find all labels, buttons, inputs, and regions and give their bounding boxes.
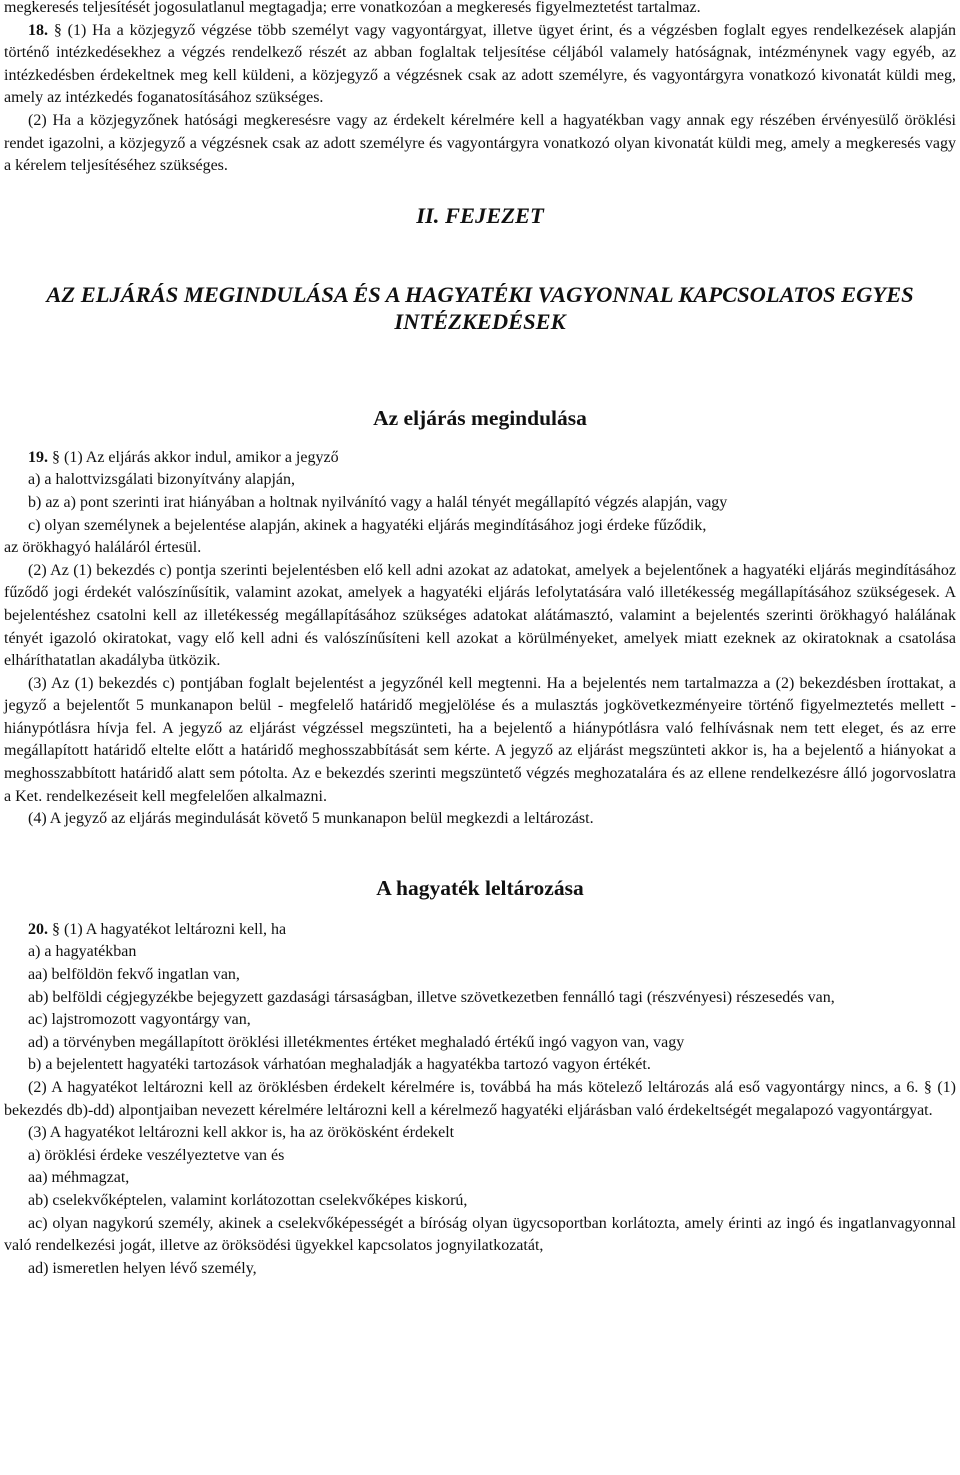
paragraph [4,941,956,964]
paragraph [4,560,956,673]
paragraph-text: § (1) Ha a közjegyző végzése több személyt vagy vagyontárgyat, illetve ügyet érint, és a végzésben foglalt egyes rendelkezések alapján történő intézkedésekhez a végzés rendelkező részét az abban foglaltak teljesítése céljából valamely hatóságnak, intézménynek vagy egyéb, az intézkedésben érdekeltnek meg kell küldeni, a közjegyző a végzésnek csak az adott személyre, és vagyontárgyra vonatkozó kivonatát küldi meg, amely az intézkedés foganatosításához szükséges. [4,21,956,107]
paragraph [4,1213,956,1258]
paragraph-text: (2) A hagyatékot leltározni kell az öröklésben érdekelt kérelmére is, továbbá ha más kötelező leltározás alá eső vagyontárgy nincs, a 6. § (1) bekezdés db)-dd) alpontjaiban nevezett kérelmére leltározni kell a kérelmező hagyatéki eljárásban való érdekeltségét megalapozó vagyontárgyat. [4,1079,956,1119]
document-page [4,0,956,1280]
paragraph [4,1167,956,1190]
paragraph-text: a) a hagyatékban [28,943,137,961]
paragraph [4,919,956,942]
paragraph [4,1054,956,1077]
paragraph-text: ab) belföldi cégjegyzékbe bejegyzett gazdasági társaságban, illetve szövetkezetben fennálló tagi (részvényesi) részesedés van, [28,988,835,1006]
paragraphs-bottom [4,919,956,1281]
section-number: 18. [28,21,48,39]
section-heading-hagyatek-leltarozasa: A hagyaték leltározása [376,875,584,900]
paragraph-text: megkeresés teljesítését jogosulatlanul megtagadja; erre vonatkozóan a megkeresés figyelmeztetést tartalmaz. [4,0,701,16]
paragraph [4,492,956,515]
paragraphs-top [4,0,956,178]
section-number: 20. [28,920,48,938]
paragraph-text: (2) Az (1) bekezdés c) pontja szerinti bejelentésben elő kell adni azokat az adatokat, amelyek a bejelentőnek a hagyatéki eljárás megindításához fűződő jogi érdekét valószínűsítik, valamint azokat, amelyek a hagyatéki eljárás lefolytatására való illetékesség megállapításához szükségesek. A bejelentéshez csatolni kell az illetékesség megállapításához szükséges adatokat alátámasztó, valamint a bejelentés szerinti örökhagyó halálának tényét igazoló okiratokat, vagy elő kell adni és valószínűsíteni kell azokat a körülményeket, amelyek miatt ezeknek az okiratoknak a csatolása elháríthatatlan akadályba ütközik. [4,561,956,670]
paragraph [4,1077,956,1122]
paragraph [4,1122,956,1145]
paragraph-text: ab) cselekvőképtelen, valamint korlátozottan cselekvőképes kiskorú, [28,1191,468,1209]
paragraph [4,447,956,470]
paragraph [4,1145,956,1168]
paragraph-text: ac) lajstromozott vagyontárgy van, [28,1011,251,1029]
paragraph [4,537,956,560]
paragraph-text: aa) belföldön fekvő ingatlan van, [28,966,240,984]
paragraph-text: (4) A jegyző az eljárás megindulását követő 5 munkanapon belül megkezdi a leltározást. [28,810,594,828]
paragraph-text: § (1) A hagyatékot leltározni kell, ha [48,920,287,938]
paragraph [4,469,956,492]
paragraph [4,515,956,538]
paragraph [4,1258,956,1281]
paragraph-text: c) olyan személynek a bejelentése alapján, akinek a hagyatéki eljárás megindításához jogi érdeke fűződik, [28,516,707,534]
paragraph [4,1190,956,1213]
paragraph [4,0,956,20]
section-heading-eljaras-megindulasa: Az eljárás megindulása [373,405,587,430]
paragraph-text: aa) méhmagzat, [28,1169,130,1187]
paragraph-text: (2) Ha a közjegyzőnek hatósági megkeresésre vagy az érdekelt kérelmére kell a hagyatékban vagy annak egy részében érvényesülő öröklési rendet igazolni, a közjegyző a végzésnek csak az adott személyre és vagyontárgyra vonatkozó olyan kivonatát küldi meg, amely a megkeresés vagy a kérelem teljesítéséhez szükséges. [4,111,956,175]
paragraph [4,1032,956,1055]
paragraph-text: b) az a) pont szerinti irat hiányában a holtnak nyilvánító vagy a halál tényét megállapító végzés alapján, vagy [28,493,728,511]
paragraph [4,964,956,987]
paragraph [4,673,956,809]
paragraph [4,20,956,110]
paragraph-text: (3) A hagyatékot leltározni kell akkor is, ha az örökösként érdekelt [28,1124,455,1142]
paragraph-text: ad) ismeretlen helyen lévő személy, [28,1259,257,1277]
paragraph-text: (3) Az (1) bekezdés c) pontjában foglalt bejelentést a jegyzőnél kell megtenni. Ha a bejelentés nem tartalmazza a (2) bekezdésben írottakat, a jegyző a bejelentőt 5 munkanapon belül - megfelelő határidő megjelölése és a mulasztás jogkövetkezményeire történő figyelmeztetés mellett - hiánypótlásra hívja fel. A jegyző az eljárást végzéssel megszünteti, ha a bejelentő a hiánypótlásra való felhívásnak nem tett eleget, és az erre megállapított határidő eltelte előtt a határidő meghosszabbítását sem kérte. A jegyző az eljárást megszünteti akkor is, ha a bejelentő a hiányokat a meghosszabbított határidő alatt sem pótolta. Az e bekezdés szerinti megszüntető végzés meghozatalára és az ellene rendelkezésre álló jogorvoslatra a Ket. rendelkezéseit kell megfelelően alkalmazni. [4,674,956,805]
paragraph-text: b) a bejelentett hagyatéki tartozások várhatóan meghaladják a hagyatékba tartozó vagyon értékét. [28,1056,651,1074]
paragraph-text: § (1) Az eljárás akkor indul, amikor a jegyző [48,448,339,466]
paragraph-text: a) öröklési érdeke veszélyeztetve van és [28,1146,285,1164]
paragraph-text: ad) a törvényben megállapított öröklési illetékmentes értéket meghaladó értékű ingó vagyon van, vagy [28,1033,685,1051]
chapter-heading: II. FEJEZET [416,202,544,228]
paragraph [4,987,956,1010]
paragraph-text: az örökhagyó haláláról értesül. [4,539,202,557]
paragraph [4,110,956,178]
paragraph [4,808,956,831]
chapter-title: AZ ELJÁRÁS MEGINDULÁSA ÉS A HAGYATÉKI VAGYONNAL KAPCSOLATOS EGYES INTÉZKEDÉSEK [46,281,914,334]
section-number: 19. [28,448,48,466]
paragraph-text: a) a halottvizsgálati bizonyítvány alapján, [28,471,296,489]
paragraph [4,1009,956,1032]
paragraph-text: ac) olyan nagykorú személy, akinek a cselekvőképességét a bíróság olyan ügycsoportban korlátozta, amely érinti az ingó és ingatlanvagyonnal való rendelkezési jogát, illetve az öröksödési ügyekkel kapcsolatos jognyilatkozatát, [4,1214,956,1255]
paragraphs-middle [4,447,956,831]
